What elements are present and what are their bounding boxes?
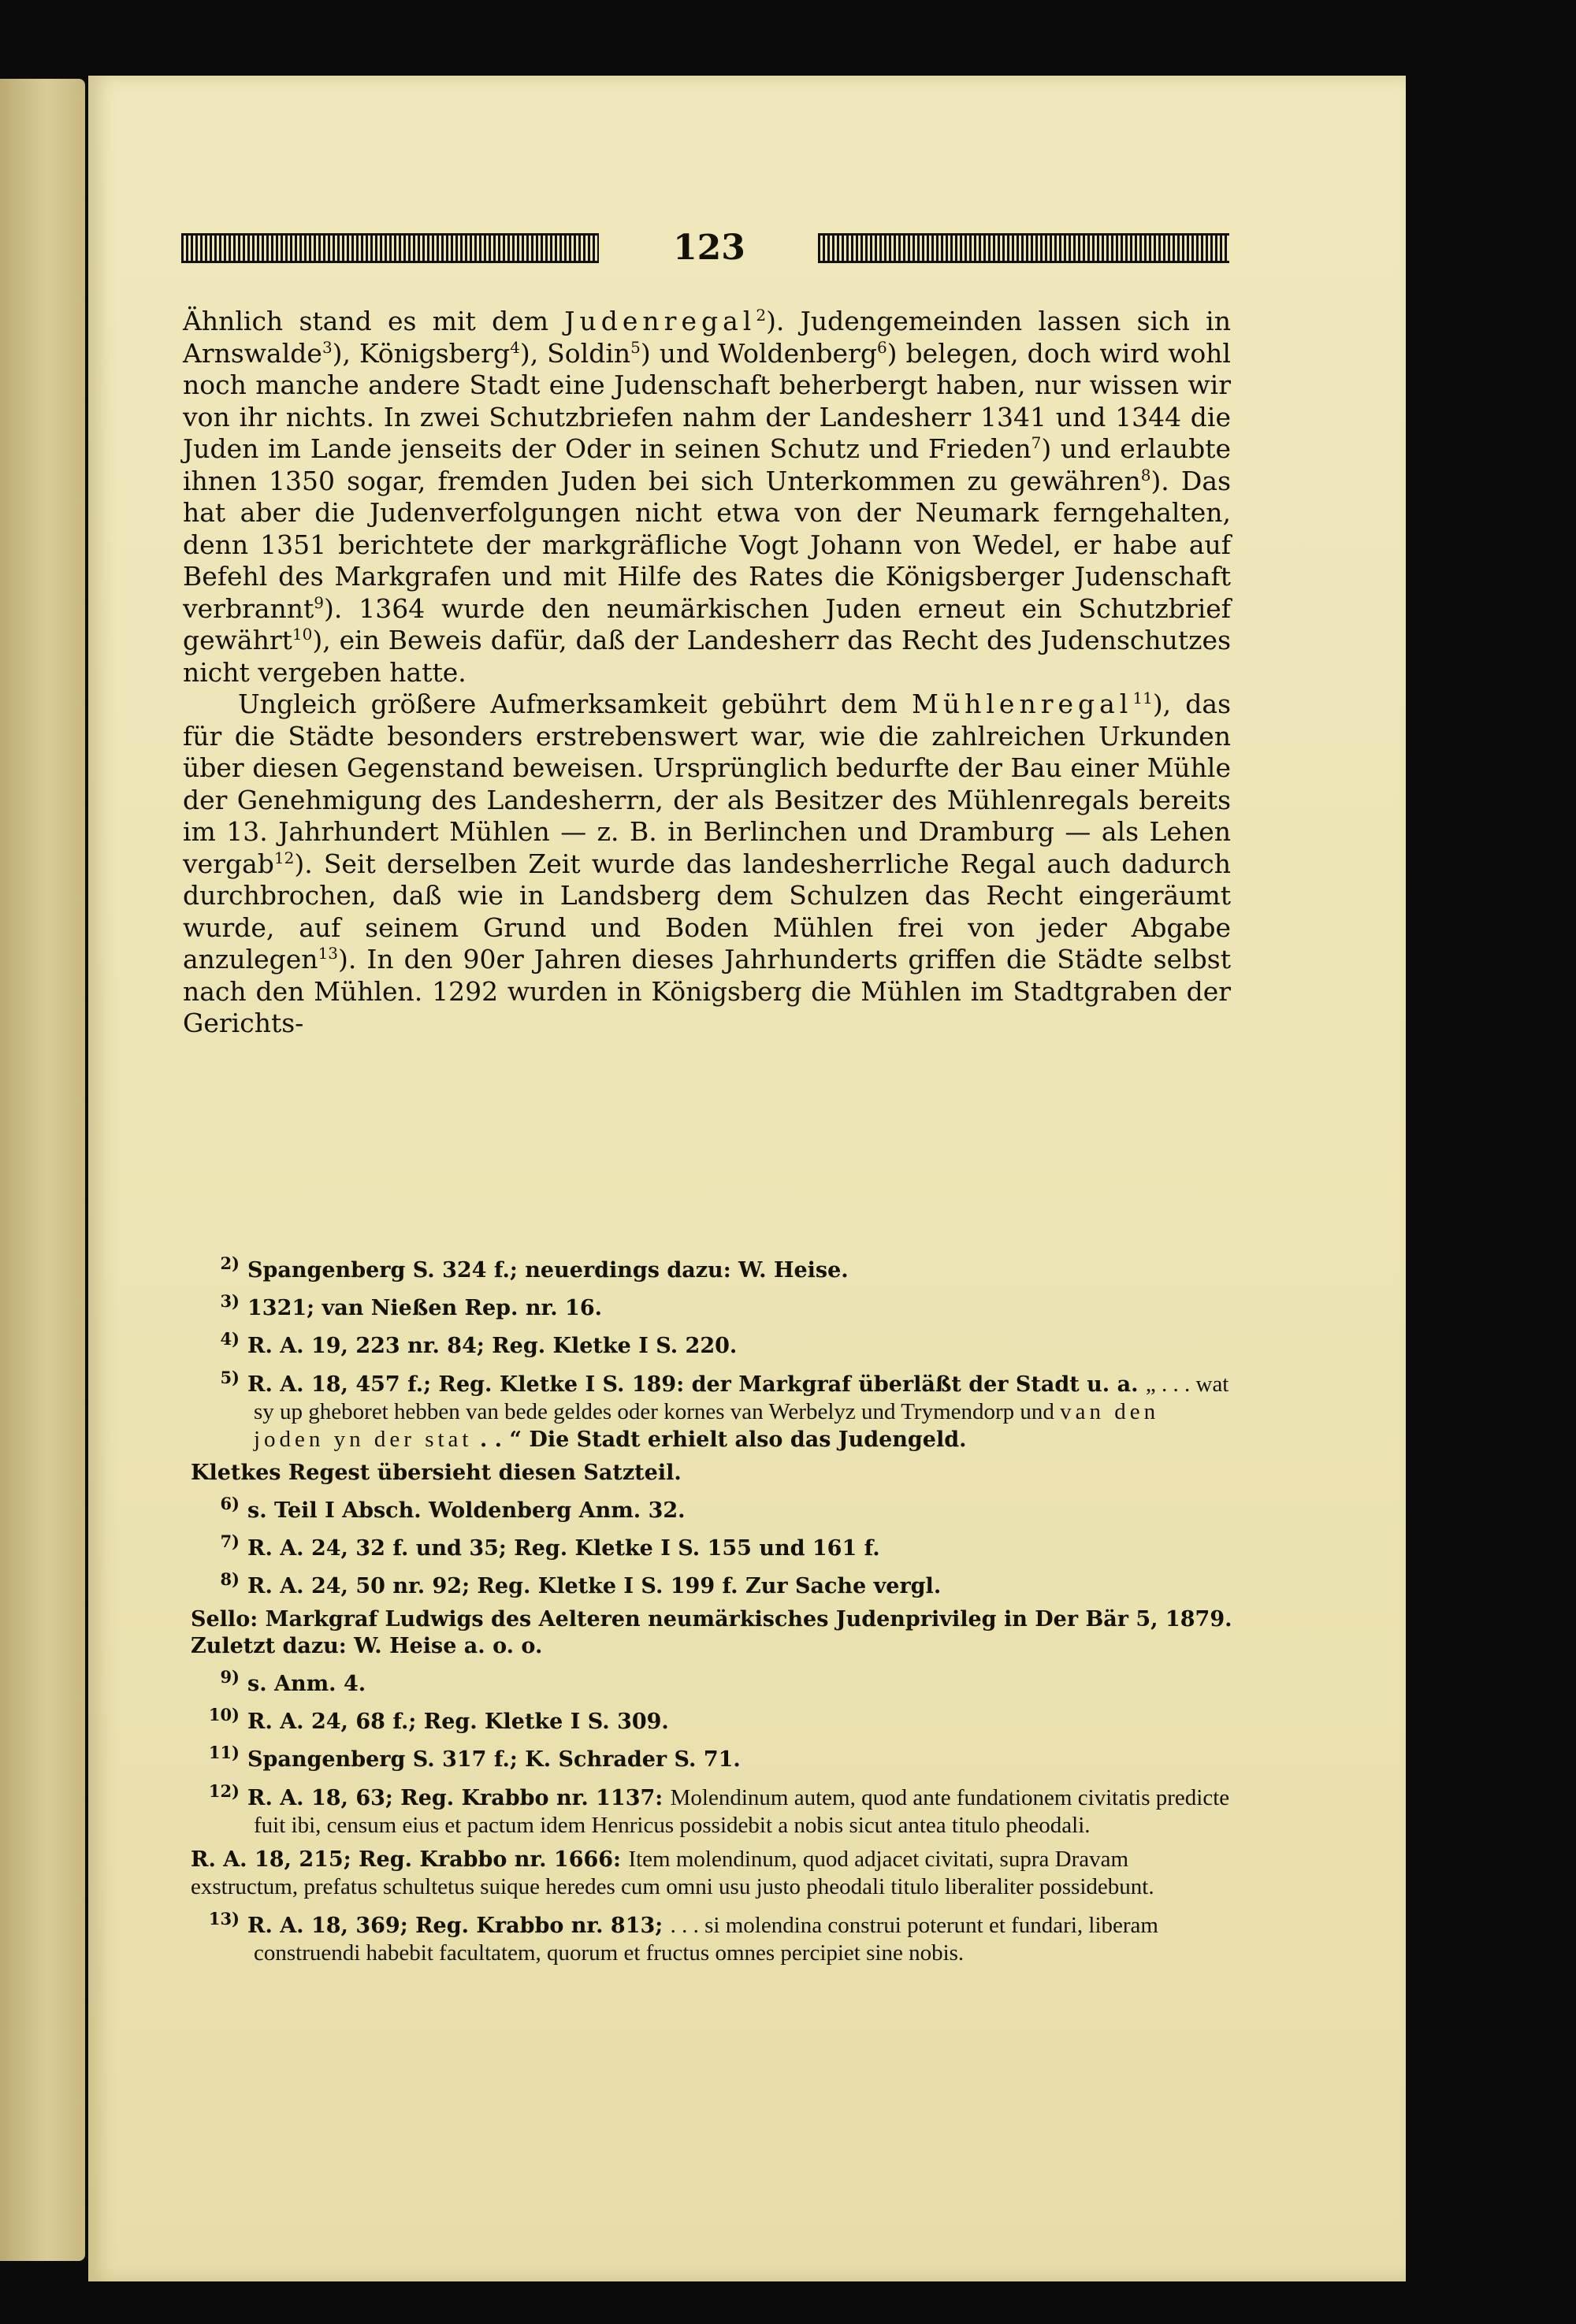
footnotes <box>191 1253 1239 1978</box>
paragraph-muehlenregal <box>183 689 1231 1040</box>
text: ), Soldin <box>519 337 631 369</box>
text: ). Seit derselben Zeit wurde das landesherrliche Regal auch dadurch durchbrochen, daß wie in Landsberg dem Schulzen das Recht eingeräumt wurde, auf seinem Grund und Boden Mühlen frei von jeder Abgabe anzulegen <box>183 848 1231 975</box>
book-page <box>88 76 1406 2281</box>
footnote-text: R. A. 18, 63; Reg. Krabbo nr. 1137: <box>247 1786 671 1810</box>
footnote-text: R. A. 18, 215; Reg. Krabbo nr. 1666: <box>191 1847 629 1872</box>
footnote-12: 12) R. A. 18, 63; Reg. Krabbo nr. 1137: Molendinum autem, quod ante fundationem civitatis predicte fuit ibi, censum eius et pactum idem Henricus possidebit a nobis sicut antea titulo pheodali. <box>208 1781 1230 1838</box>
text: ) und Woldenberg <box>640 337 877 369</box>
text: ), Königsberg <box>332 337 511 369</box>
body-text <box>183 306 1231 1040</box>
footnote-ref: 13 <box>318 944 339 963</box>
footnote-ref: 6 <box>876 337 887 357</box>
paragraph-judenregal <box>183 306 1231 689</box>
footnote-13: 13) R. A. 18, 369; Reg. Krabbo nr. 813; . . . si molendina construi poterunt et fundari, liberam construendi habebit facultatem, quorum et fructus omnes percipiet sine nobis. <box>208 1909 1158 1966</box>
footnote-12-continuation <box>191 1846 1239 1901</box>
footnote-text: R. A. 18, 457 f.; Reg. Kletke I S. 189: der Markgraf überläßt der Stadt u. a. <box>247 1372 1146 1397</box>
text: ) und erlaubte ihnen 1350 sogar, fremden Juden bei sich Unterkommen zu gewähren <box>183 433 1231 496</box>
footnote-ref: 4 <box>510 337 520 357</box>
footnote-quote: Molendinum autem, quod ante fundationem civitatis predicte fuit ibi, censum eius et pactum idem Henricus possidebit a nobis sicut antea titulo pheodali. <box>254 1785 1230 1838</box>
footnote-9: 9) s. Anm. 4. <box>220 1667 366 1696</box>
footnote-5: 5) R. A. 18, 457 f.; Reg. Kletke I S. 189: der Markgraf überläßt der Stadt u. a. „ . . . wat sy up gheboret hebben van bede geldes oder kornes van Werbelyz und Trymendorp und van den joden yn der stat . . “ Die Stadt erhielt also das Judengeld. <box>220 1368 1229 1452</box>
footnote-text: s. Teil I Absch. Woldenberg Anm. 32. <box>247 1498 686 1523</box>
footnote-text: Spangenberg S. 324 f.; neuerdings dazu: W. Heise. <box>247 1258 849 1283</box>
footnote-quote-spaced: van den joden yn der stat <box>254 1399 1160 1452</box>
text: ). In den 90er Jahren dieses Jahrhunderts griffen die Städte selbst nach den Mühlen. 1292 wurden in Königsberg die Mühlen im Stadtgraben der Gerichts- <box>183 944 1231 1038</box>
footnote-8: 8) R. A. 24, 50 nr. 92; Reg. Kletke I S. 199 f. Zur Sache vergl. <box>220 1569 942 1598</box>
previous-page-edge <box>0 79 85 2261</box>
spaced-term: Judenregal <box>564 306 756 336</box>
footnote-text: R. A. 24, 32 f. und 35; Reg. Kletke I S. 155 und 161 f. <box>247 1536 880 1561</box>
footnote-7: 7) R. A. 24, 32 f. und 35; Reg. Kletke I S. 155 und 161 f. <box>220 1531 880 1561</box>
footnote-ref: 11 <box>1132 689 1153 707</box>
footnote-ref: 3 <box>322 337 333 357</box>
text: ). Judengemeinden lassen sich in Arnswalde <box>183 306 1231 369</box>
text: Ungleich größere Aufmerksamkeit gebührt dem <box>238 689 913 719</box>
footnote-text: 1321; van Nießen Rep. nr. 16. <box>247 1296 603 1320</box>
text: ). Das hat aber die Judenverfolgungen nicht etwa von der Neumark ferngehalten, denn 1351 berichtete der markgräfliche Vogt Johann von Wedel, er habe auf Befehl des Markgrafen und mit Hilfe des Rates die Königsberger Judenschaft verbrannt <box>183 465 1232 624</box>
text: ) belegen, doch wird wohl noch manche andere Stadt eine Judenschaft beherbergt haben, nur wissen wir von ihr nichts. In zwei Schutzbriefen nahm der Landesherr 1341 und 1344 die Juden im Lande jenseits der Oder in seinen Schutz und Frieden <box>183 337 1231 464</box>
footnote-4: 4) R. A. 19, 223 nr. 84; Reg. Kletke I S. 220. <box>220 1329 738 1358</box>
text: ). 1364 wurde den neumärkischen Juden erneut ein Schutzbrief gewährt <box>183 592 1231 655</box>
footnote-ref: 2 <box>756 306 767 325</box>
text: ), ein Beweis dafür, daß der Landesherr das Recht des Judenschutzes nicht vergeben hatte. <box>183 625 1231 688</box>
footnote-text: R. A. 24, 50 nr. 92; Reg. Kletke I S. 199 f. Zur Sache vergl. <box>247 1574 942 1598</box>
footnote-quote: . . . si molendina construi poterunt et fundari, liberam construendi habebit facultatem, quorum et fructus omnes percipiet sine nobis. <box>254 1913 1158 1966</box>
footnote-ref: 9 <box>314 592 325 612</box>
footnote-ref: 5 <box>630 337 641 357</box>
header-ornament-left <box>181 233 599 263</box>
footnote-ref: 8 <box>1140 465 1151 484</box>
footnote-text: R. A. 19, 223 nr. 84; Reg. Kletke I S. 220. <box>247 1334 738 1358</box>
footnote-ref: 7 <box>1031 433 1042 452</box>
footnote-ref: 12 <box>273 848 295 867</box>
footnote-text: R. A. 18, 369; Reg. Krabbo nr. 813; <box>247 1914 671 1938</box>
page-header <box>181 227 1229 269</box>
footnote-11: 11) Spangenberg S. 317 f.; K. Schrader S. 71. <box>208 1743 741 1772</box>
spaced-term: Mühlenregal <box>912 689 1133 719</box>
footnote-text: R. A. 24, 68 f.; Reg. Kletke I S. 309. <box>247 1710 669 1734</box>
footnote-2: 2) Spangenberg S. 324 f.; neuerdings dazu: W. Heise. <box>220 1253 849 1283</box>
footnote-quote: Item molendinum, quod adjacet civitati, supra Dravam exstructum, prefatus schultetus suique heredes cum omni usu justo pheodali titulo liberaliter possidebunt. <box>191 1847 1154 1899</box>
footnote-10: 10) R. A. 24, 68 f.; Reg. Kletke I S. 309. <box>208 1705 669 1734</box>
footnote-text: Spangenberg S. 317 f.; K. Schrader S. 71. <box>247 1747 741 1772</box>
footnote-quote: „ . . . wat sy up gheboret hebben van bede geldes oder kornes van Werbelyz und Trymendorp und <box>254 1372 1229 1424</box>
footnote-3: 3) 1321; van Nießen Rep. nr. 16. <box>220 1291 603 1320</box>
footnote-text: . . “ Die Stadt erhielt also das Judengeld. <box>472 1427 967 1452</box>
footnote-5-continuation: Kletkes Regest übersieht diesen Satzteil. <box>191 1461 682 1485</box>
text: ), das für die Städte besonders erstrebenswert war, wie die zahlreichen Urkunden über diesen Gegenstand beweisen. Ursprünglich bedurfte der Bau einer Mühle der Genehmigung des Landesherrn, der als Besitzer des Mühlenregals bereits im 13. Jahrhundert Mühlen — z. B. in Berlinchen und Dramburg — als Lehen vergab <box>183 689 1231 879</box>
header-ornament-right <box>818 233 1229 263</box>
footnote-6: 6) s. Teil I Absch. Woldenberg Anm. 32. <box>220 1494 686 1523</box>
footnote-8-continuation: Sello: Markgraf Ludwigs des Aelteren neumärkisches Judenprivileg in Der Bär 5, 1879. Zuletzt dazu: W. Heise a. o. o. <box>191 1607 1232 1658</box>
text: Ähnlich stand es mit dem <box>183 306 565 336</box>
page-number: 123 <box>673 228 745 268</box>
footnote-text: s. Anm. 4. <box>247 1672 366 1696</box>
footnote-ref: 10 <box>292 625 313 644</box>
